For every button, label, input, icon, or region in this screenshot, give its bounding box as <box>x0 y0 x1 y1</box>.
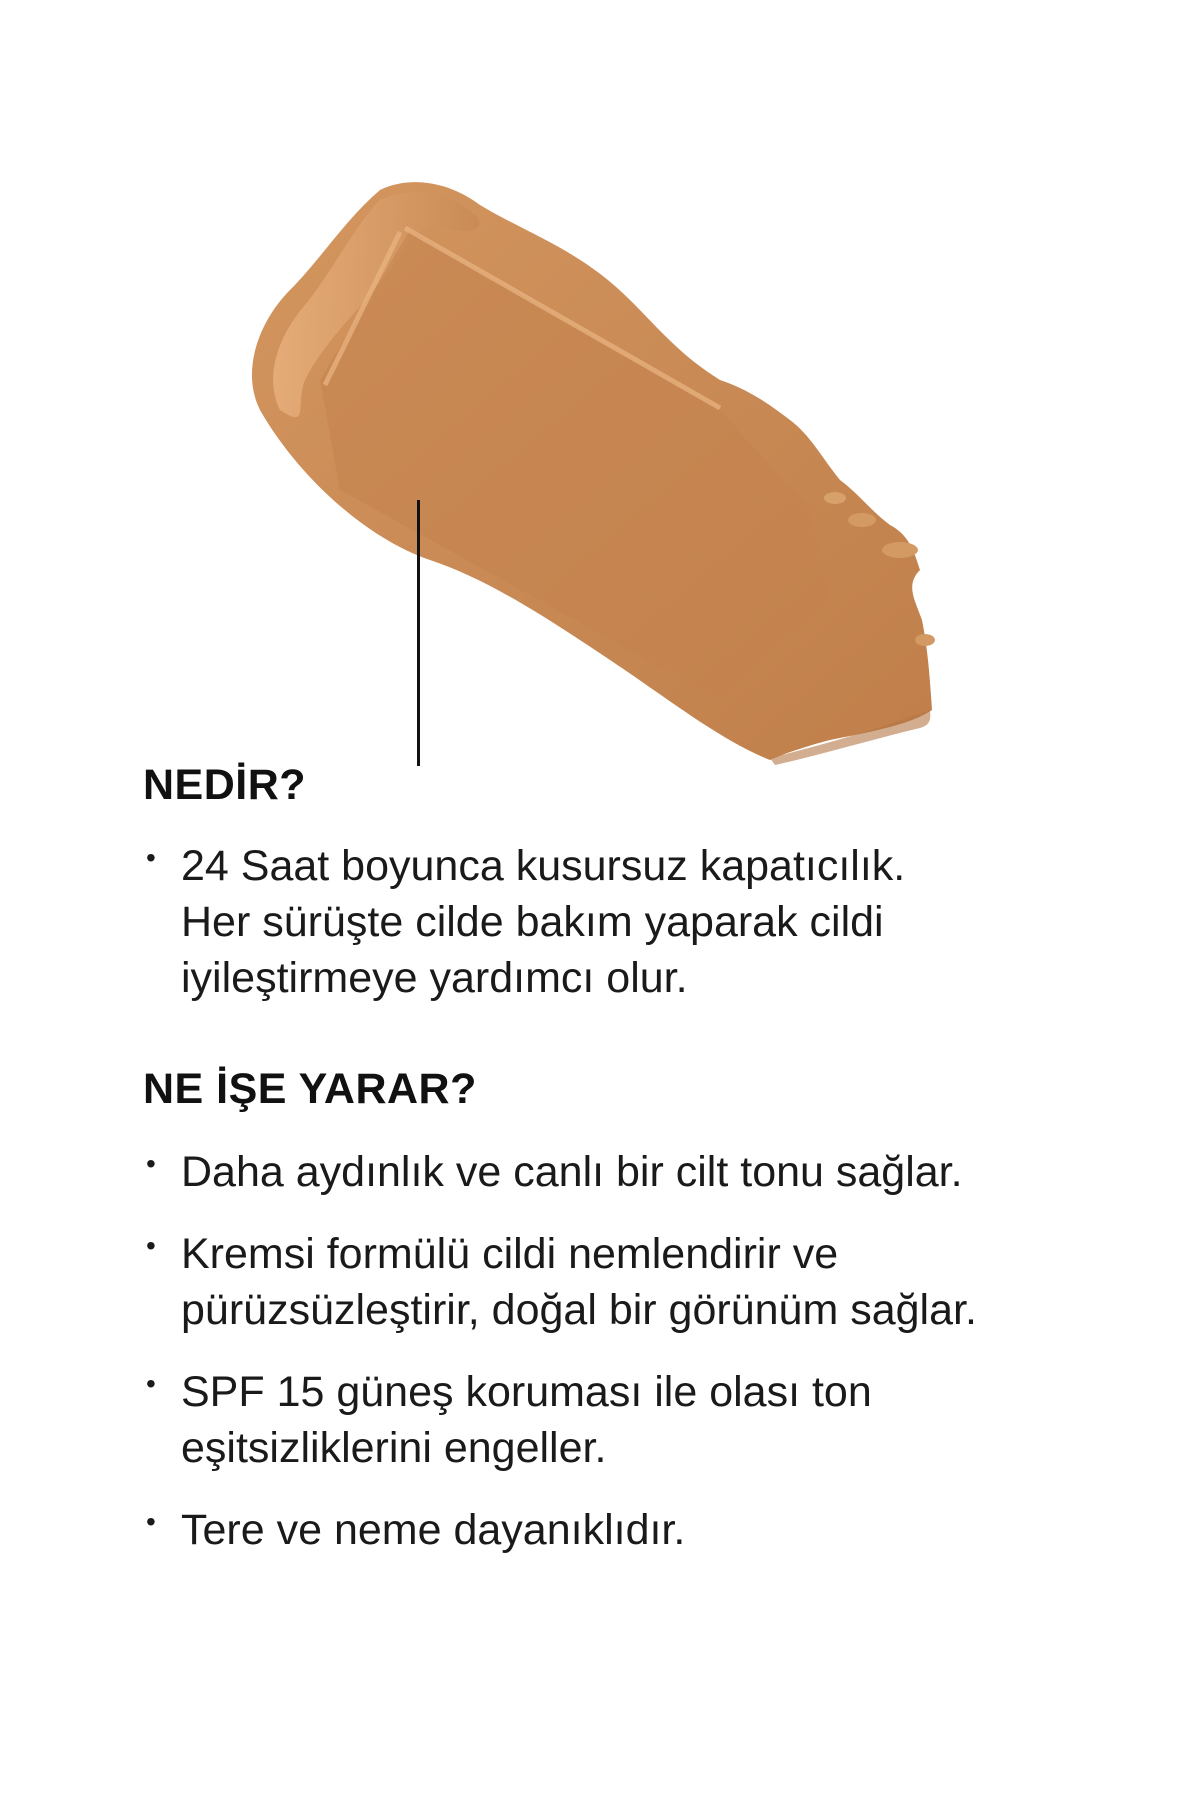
list-item-line: Her sürüşte cilde bakım yaparak cildi <box>181 898 884 946</box>
list-item-line: pürüzsüzleştirir, doğal bir görünüm sağlar. <box>181 1286 977 1334</box>
bullet-icon: • <box>146 1506 156 1537</box>
bullet-icon: • <box>146 1148 156 1179</box>
swatch-drop <box>882 542 918 558</box>
bullet-icon: • <box>146 842 156 873</box>
list-item <box>143 1364 1143 1476</box>
list-item <box>143 1226 1143 1338</box>
list-item <box>143 838 1143 1006</box>
ne-ise-yarar-list <box>143 1144 1143 1584</box>
pointer-line <box>417 500 420 766</box>
section-heading-ne-ise-yarar: NE İŞE YARAR? <box>143 1065 477 1113</box>
list-item <box>143 1144 1143 1200</box>
bullet-icon: • <box>146 1368 156 1399</box>
list-item-line: Daha aydınlık ve canlı bir cilt tonu sağlar. <box>181 1148 963 1196</box>
list-item-line: SPF 15 güneş koruması ile olası ton <box>181 1368 872 1416</box>
list-item-line: eşitsizliklerini engeller. <box>181 1424 607 1472</box>
nedir-list <box>143 838 1143 1032</box>
list-item-line: Kremsi formülü cildi nemlendirir ve <box>181 1230 839 1278</box>
foundation-swatch-image <box>250 180 970 780</box>
bullet-icon: • <box>146 1230 156 1261</box>
list-item-line: 24 Saat boyunca kusursuz kapatıcılık. <box>181 842 906 890</box>
list-item-line: Tere ve neme dayanıklıdır. <box>181 1506 686 1554</box>
section-heading-nedir: NEDİR? <box>143 761 307 809</box>
list-item-line: iyileştirmeye yardımcı olur. <box>181 954 688 1002</box>
list-item <box>143 1502 1143 1558</box>
